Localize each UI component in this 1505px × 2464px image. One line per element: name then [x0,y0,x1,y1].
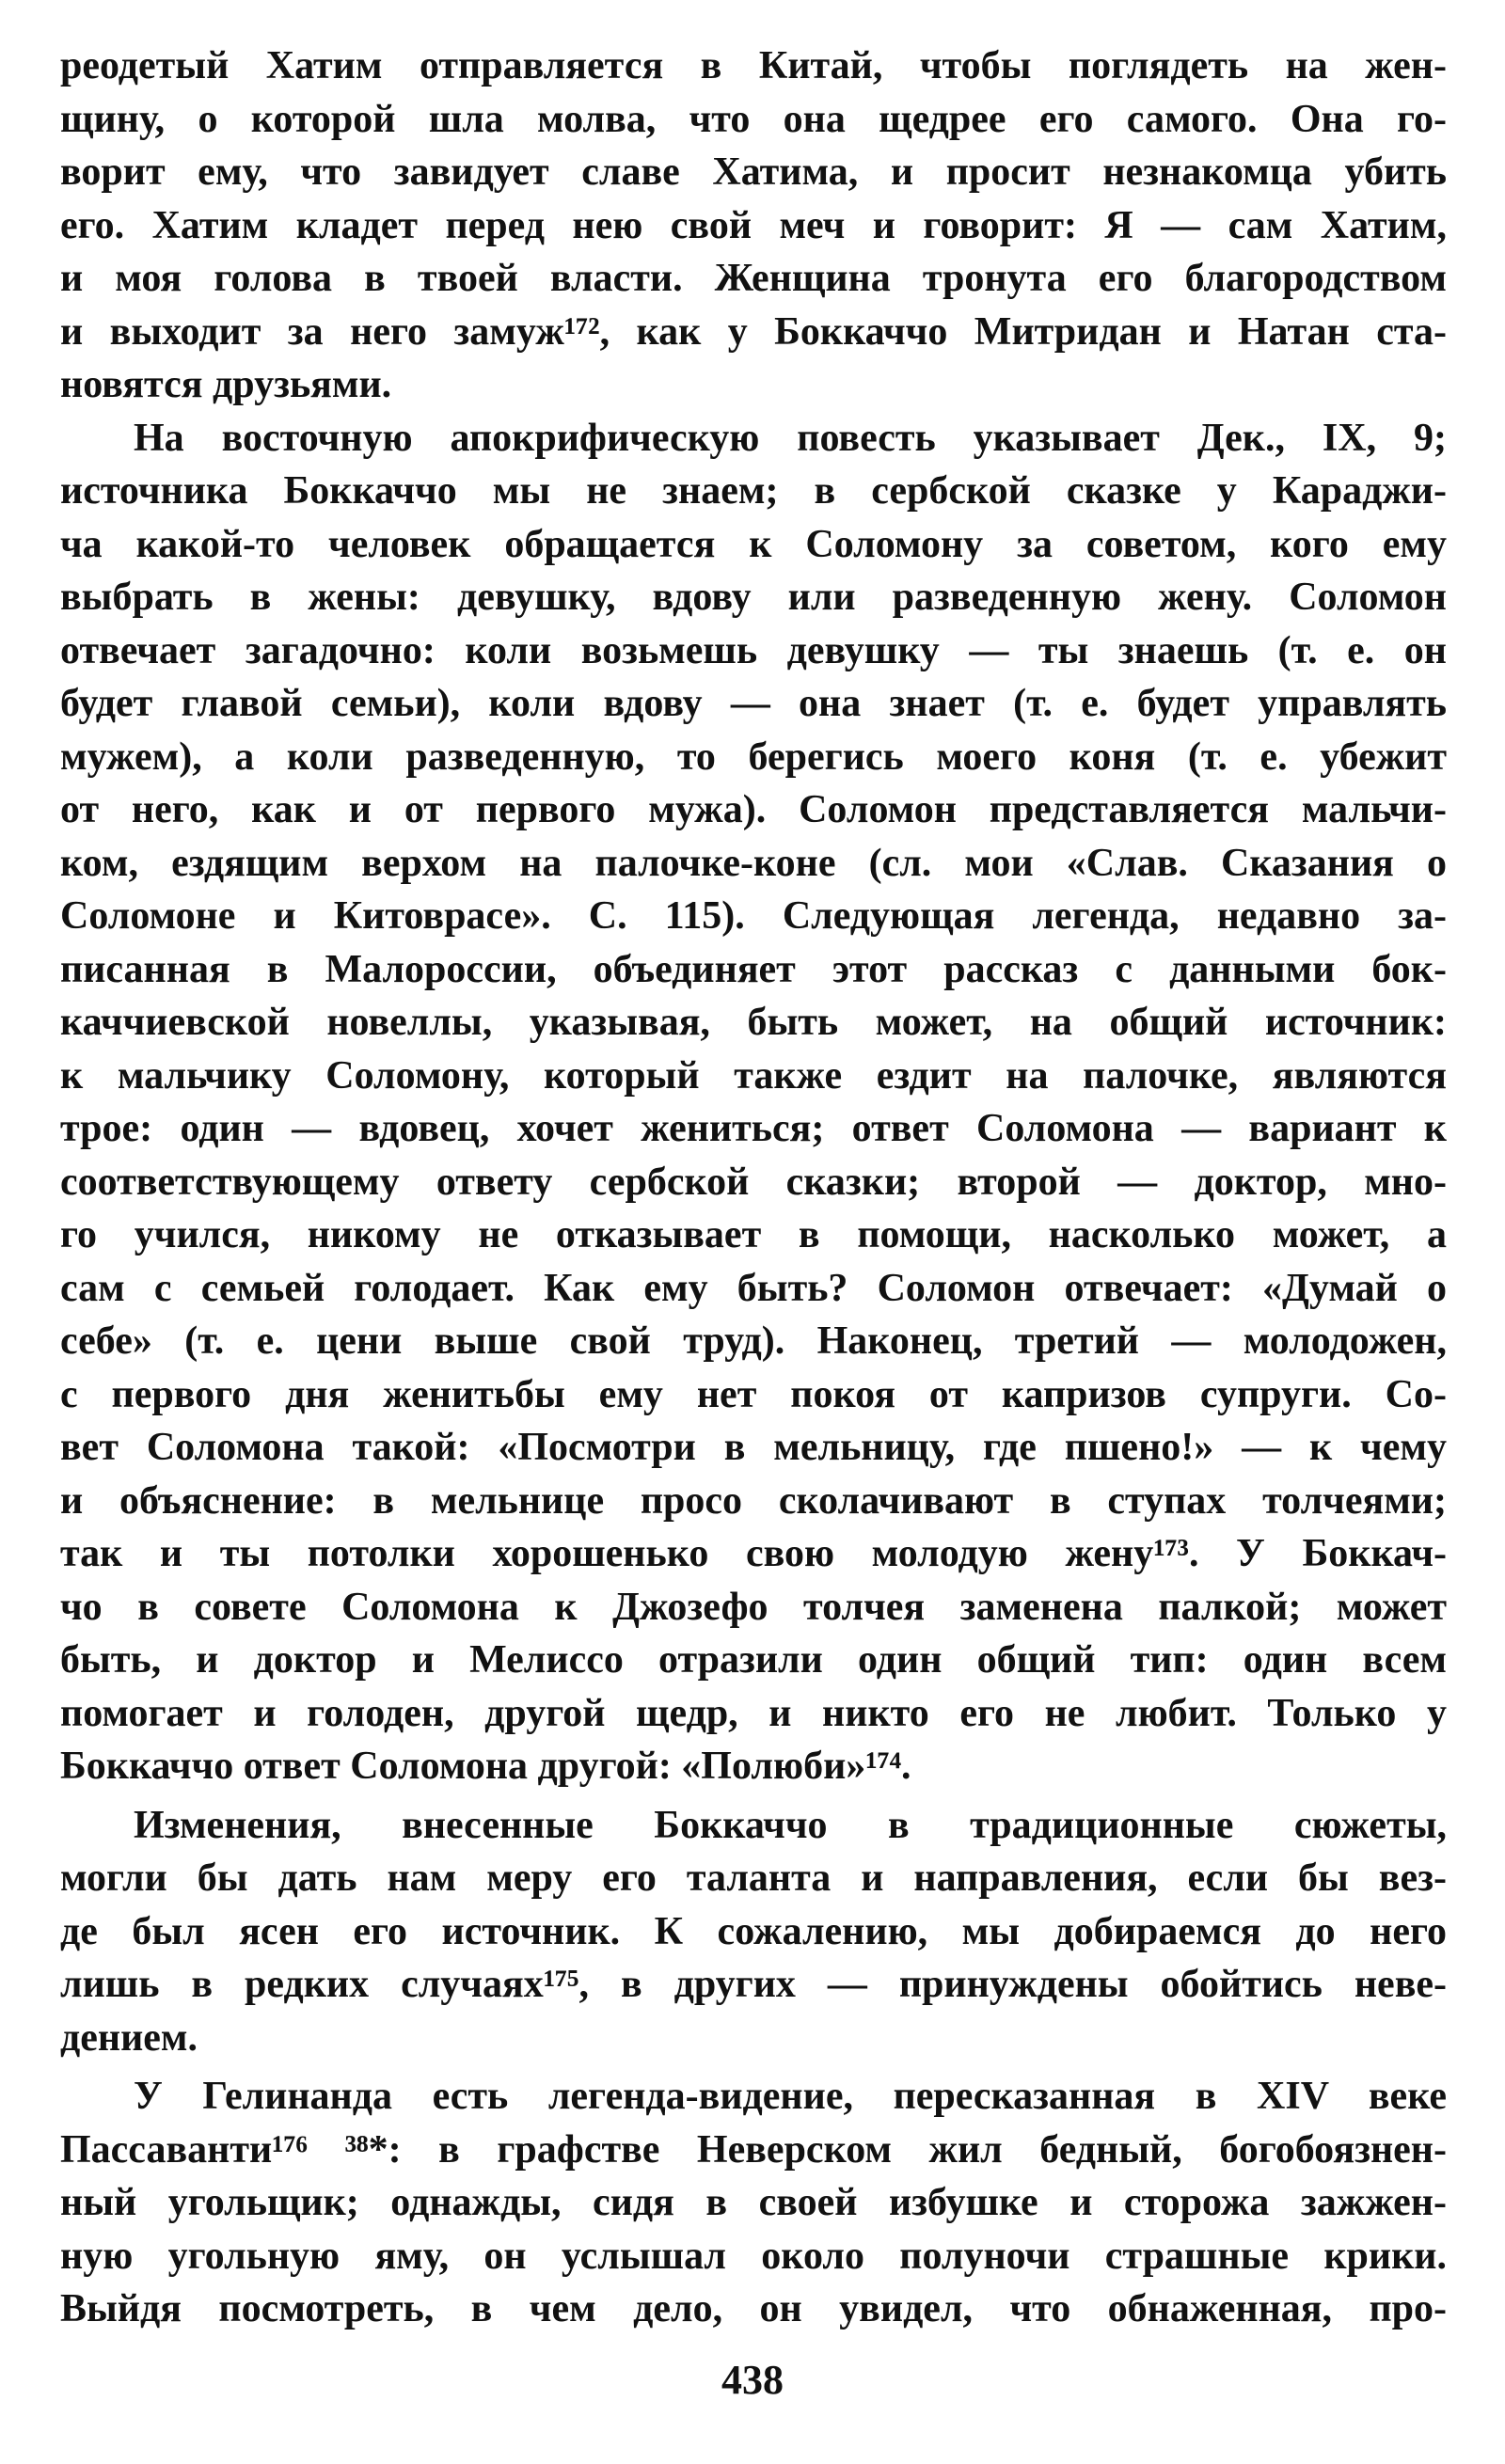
text-line: его. Хатим кладет перед нею свой меч и говорит: Я — сам Хатим, [60,203,1447,247]
text-line: быть, и доктор и Мелиссо отразили один общий тип: один всем [60,1638,1447,1682]
text-line: себе» (т. е. цени выше свой труд). Наконец, третий — молодожен, [60,1319,1447,1363]
text-line: от него, как и от первого мужа). Соломон представляется мальчи- [60,788,1447,831]
text-line: Изменения, внесенные Боккаччо в традиционные сюжеты, [134,1803,1447,1847]
text-line: Пассаванти¹⁷⁶ ³⁸*: в графстве Неверском жил бедный, богобоязнен- [60,2127,1447,2172]
text-line: выбрать в жены: девушку, вдову или разведенную жену. Соломон [60,576,1447,619]
text-line: помогает и голоден, другой щедр, и никто его не любит. Только у [60,1691,1447,1735]
text-line: вет Соломона такой: «Посмотри в мельницу, где пшено!» — к чему [60,1426,1447,1469]
page-number: 438 [721,2357,784,2403]
text-line: щину, о которой шла молва, что она щедрее его самого. Она го- [60,97,1447,141]
text-line: ком, ездящим верхом на палочке-коне (сл. мои «Слав. Сказания о [60,841,1447,885]
text-line: ворит ему, что завидует славе Хатима, и просит незнакомца убить [60,150,1447,194]
paragraph-3 [60,1799,1447,2065]
text-line: с первого дня женитьбы ему нет покоя от капризов супруги. Со- [60,1372,1447,1416]
text-line: На восточную апокрифическую повесть указывает Дек., IX, 9; [134,416,1447,460]
text-line: отвечает загадочно: коли возьмешь девушку — ты знаешь (т. е. он [60,628,1447,672]
text-line: и объяснение: в мельнице просо сколачивают в ступах толчеями; [60,1478,1447,1523]
text-line: могли бы дать нам меру его таланта и направления, если бы вез- [60,1856,1447,1900]
text-line: У Гелинанда есть легенда-видение, пересказанная в XIV веке [134,2075,1447,2118]
text-line: трое: один — вдовец, хочет жениться; ответ Соломона — вариант к [60,1107,1447,1150]
text-line: писанная в Малороссии, объединяет этот рассказ с данными бок- [60,947,1447,991]
text-line: сам с семьей голодает. Как ему быть? Соломон отвечает: «Думай о [60,1266,1447,1310]
text-line: источника Боккаччо мы не знаем; в сербской сказке у Караджи- [60,469,1447,513]
text-line: и моя голова в твоей власти. Женщина тронута его благородством [60,257,1447,300]
text-line: Соломоне и Китоврасе». С. 115). Следующая легенда, недавно за- [60,894,1447,938]
paragraph-1 [60,39,1447,412]
text-line: будет главой семьи), коли вдову — она знает (т. е. будет управлять [60,682,1447,725]
text-line: и выходит за него замуж¹⁷², как у Боккаччо Митридан и Натан ста- [60,309,1447,354]
text-line: мужем), а коли разведенную, то берегись моего коня (т. е. убежит [60,734,1447,779]
text-line: к мальчику Соломону, который также ездит на палочке, являются [60,1053,1447,1098]
text-line: де был ясен его источник. К сожалению, мы добираемся до него [60,1909,1447,1953]
text-line: Выйдя посмотреть, в чем дело, он увидел, что обнаженная, про- [60,2287,1447,2330]
text-line: ную угольную яму, он услышал около полуночи страшные крики. [60,2234,1447,2278]
text-line: дением. [60,2015,198,2060]
text-line: Боккаччо ответ Соломона другой: «Полюби»¹⁷⁴. [60,1745,911,1788]
text-line: новятся друзьями. [60,363,392,406]
text-line: чо в совете Соломона к Джозефо толчея заменена палкой; может [60,1585,1447,1629]
text-line: соответствующему ответу сербской сказки; второй — доктор, мно- [60,1160,1447,1204]
paragraph-2 [60,412,1447,1793]
text-line: так и ты потолки хорошенько свою молодую жену¹⁷³. У Боккач- [60,1532,1447,1575]
text-line: ный угольщик; однажды, сидя в своей избушке и сторожа зажжен- [60,2181,1447,2224]
text-line: каччиевской новеллы, указывая, быть может, на общий источник: [60,1001,1447,1044]
text-line: ча какой-то человек обращается к Соломону за советом, кого ему [60,522,1447,566]
text-line: го учился, никому не отказывает в помощи, насколько может, а [60,1213,1447,1256]
text-line: лишь в редких случаях¹⁷⁵, в других — принуждены обойтись неве- [60,1963,1447,2006]
paragraph-4 [60,2070,1447,2336]
book-page [60,39,1447,2336]
text-line: реодетый Хатим отправляется в Китай, чтобы поглядеть на жен- [60,44,1447,87]
